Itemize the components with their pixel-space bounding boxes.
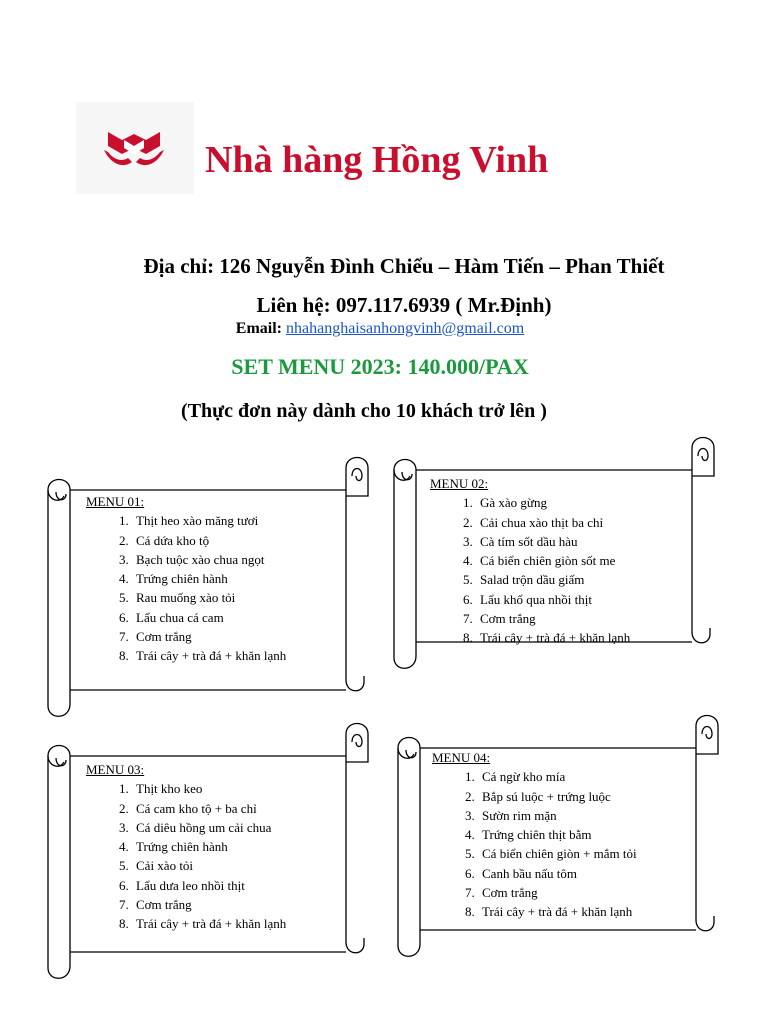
scroll-line-4 bbox=[692, 438, 714, 477]
menu-item: 2. Cá cam kho tộ + ba chỉ bbox=[132, 799, 286, 818]
scroll-line-7 bbox=[48, 490, 70, 716]
scroll-line-4 bbox=[346, 458, 368, 497]
scroll-line-7 bbox=[394, 470, 416, 668]
address: Địa chỉ: 126 Nguyễn Đình Chiểu – Hàm Tiến – Phan Thiết bbox=[143, 254, 665, 278]
menu-item: 1. Thịt heo xào măng tươi bbox=[132, 511, 286, 530]
menu-item: 5. Rau muống xào tỏi bbox=[132, 588, 286, 607]
menu-item: 6. Lẩu dưa leo nhồi thịt bbox=[132, 876, 286, 895]
scroll-line-7 bbox=[48, 756, 70, 978]
menu-item: 8. Trái cây + trà đá + khăn lạnh bbox=[132, 914, 286, 933]
menu-scroll-2 bbox=[386, 432, 722, 672]
scroll-line-4 bbox=[696, 716, 718, 755]
menu-scroll-1 bbox=[40, 452, 376, 720]
menu-item: 8. Trái cây + trà đá + khăn lạnh bbox=[478, 902, 637, 921]
scroll-line-8 bbox=[56, 492, 66, 500]
contact-phone: Liên hệ: 097.117.6939 ( Mr.Định) bbox=[256, 293, 552, 317]
menu-item: 7. Cơm trắng bbox=[132, 627, 286, 646]
menu-item: 6. Lẩu chua cá cam bbox=[132, 608, 286, 627]
scroll-line-9 bbox=[692, 628, 710, 643]
restaurant-name: Nhà hàng Hồng Vinh bbox=[205, 139, 549, 181]
scroll-line-5 bbox=[702, 727, 712, 739]
menu-item: 4. Trứng chiên thịt bằm bbox=[478, 825, 637, 844]
menu-title: MENU 01: bbox=[86, 494, 145, 509]
email-line bbox=[0, 320, 764, 338]
menu-item-list bbox=[430, 493, 630, 647]
menu-content bbox=[432, 748, 637, 922]
menu-item: 4. Trứng chiên hành bbox=[132, 837, 286, 856]
scroll-line-8 bbox=[56, 758, 66, 766]
menu-item: 8. Trái cây + trà đá + khăn lạnh bbox=[476, 628, 630, 647]
menu-item: 5. Cá biển chiên giòn + mắm tỏi bbox=[478, 844, 637, 863]
menu-scroll-3 bbox=[40, 718, 376, 982]
menu-item: 5. Salad trộn dầu giấm bbox=[476, 570, 630, 589]
scroll-line-5 bbox=[352, 735, 362, 747]
menu-item: 2. Bắp sú luộc + trứng luộc bbox=[478, 787, 637, 806]
restaurant-logo-icon bbox=[102, 126, 166, 170]
menu-item-list bbox=[86, 511, 286, 665]
menu-item: 1. Thịt kho keo bbox=[132, 779, 286, 798]
logo bbox=[76, 102, 194, 194]
menu-item: 3. Cà tím sốt dầu hàu bbox=[476, 532, 630, 551]
scroll-line-5 bbox=[698, 449, 708, 461]
scroll-line-9 bbox=[696, 916, 714, 931]
menu-item: 7. Cơm trắng bbox=[478, 883, 637, 902]
menu-item: 3. Sườn rim mặn bbox=[478, 806, 637, 825]
menu-title: MENU 02: bbox=[430, 476, 489, 491]
scroll-line-6 bbox=[48, 746, 70, 767]
menu-item: 7. Cơm trắng bbox=[132, 895, 286, 914]
scroll-line-8 bbox=[406, 750, 416, 758]
menu-note: (Thực đơn này dành cho 10 khách trở lên ) bbox=[181, 400, 547, 422]
menu-content bbox=[86, 760, 286, 934]
menu-item: 6. Canh bầu nấu tôm bbox=[478, 864, 637, 883]
scroll-line-9 bbox=[346, 676, 364, 691]
email-label: Email: bbox=[235, 320, 282, 337]
set-menu-price: SET MENU 2023: 140.000/PAX bbox=[231, 354, 529, 379]
email-link[interactable]: nhahanghaisanhongvinh@gmail.com bbox=[285, 320, 525, 337]
scroll-line-5 bbox=[352, 469, 362, 481]
scroll-line-6 bbox=[394, 460, 416, 481]
menu-item: 8. Trái cây + trà đá + khăn lạnh bbox=[132, 646, 286, 665]
menu-item-list bbox=[432, 767, 637, 921]
scroll-line-9 bbox=[346, 938, 364, 953]
menu-item: 3. Cá diêu hồng um cải chua bbox=[132, 818, 286, 837]
scroll-line-4 bbox=[346, 724, 368, 763]
menu-item: 4. Trứng chiên hành bbox=[132, 569, 286, 588]
menu-item: 7. Cơm trắng bbox=[476, 609, 630, 628]
scroll-line-6 bbox=[48, 480, 70, 501]
menu-title: MENU 03: bbox=[86, 762, 145, 777]
menu-item: 1. Gà xào gừng bbox=[476, 493, 630, 512]
menu-content bbox=[86, 492, 286, 666]
scroll-line-8 bbox=[402, 472, 412, 480]
scroll-line-7 bbox=[398, 748, 420, 956]
scroll-line-6 bbox=[398, 738, 420, 759]
menu-item-list bbox=[86, 779, 286, 933]
menu-item: 1. Cá ngừ kho mía bbox=[478, 767, 637, 786]
menu-item: 2. Cải chua xào thịt ba chỉ bbox=[476, 513, 630, 532]
menu-item: 3. Bạch tuộc xào chua ngọt bbox=[132, 550, 286, 569]
menu-item: 2. Cá dứa kho tộ bbox=[132, 531, 286, 550]
menu-scroll-4 bbox=[390, 710, 726, 960]
menu-item: 5. Cải xào tỏi bbox=[132, 856, 286, 875]
menu-item: 4. Cá biển chiên giòn sốt me bbox=[476, 551, 630, 570]
menu-title: MENU 04: bbox=[432, 750, 491, 765]
menu-content bbox=[430, 474, 630, 648]
menu-item: 6. Lẩu khổ qua nhồi thịt bbox=[476, 590, 630, 609]
